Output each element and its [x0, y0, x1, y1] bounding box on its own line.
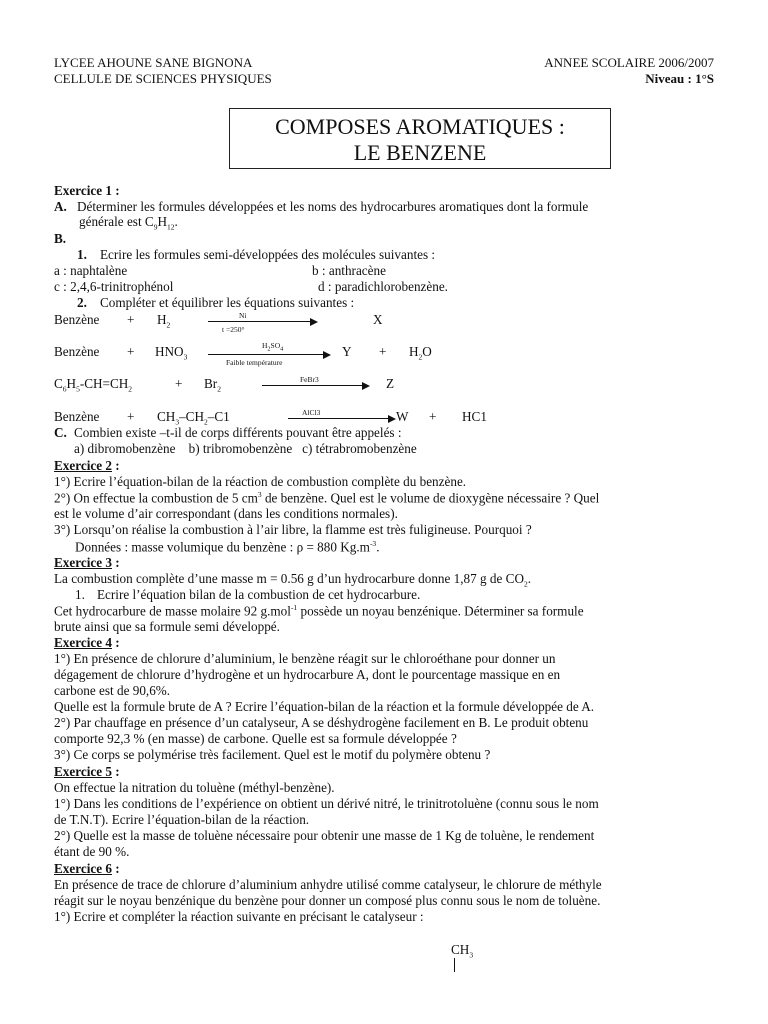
exercise-3-item-number: 1. [75, 587, 85, 602]
page-subtitle: LE BENZENE [353, 140, 487, 165]
eq2-condition: Faible température [226, 358, 283, 367]
exercise-4-line: comporte 92,3 % (en masse) de carbone. Quelle est sa formule développée ? [54, 731, 457, 746]
exercise-3-heading: Exercice 3 : [54, 555, 120, 570]
part-b2-number: 2. [77, 295, 87, 310]
exercise-5-line: On effectue la nitration du toluène (méthyl-benzène). [54, 780, 335, 795]
exercise-4-line: Quelle est la formule brute de A ? Ecrire l’équation-bilan de la réaction et la formule développée de A. [54, 699, 595, 714]
school-name: LYCEE AHOUNE SANE BIGNONA [54, 55, 253, 70]
exercise-6-line: En présence de trace de chlorure d’aluminium anhydre utilisé comme catalyseur, le chlorure de méthyle [54, 877, 602, 892]
eq1-catalyst: Ni [239, 311, 247, 320]
methyl-group-label: $CH_3$ [451, 942, 474, 960]
eq4-plus: + [127, 409, 135, 424]
exercise-4-line: 3°) Ce corps se polymérise très facilement. Quel est le motif du polymère obtenu ? [54, 747, 491, 762]
exercise-3-line2: Cet hydrocarbure de masse molaire 92 g.mol$^{-1}$ possède un noyau benzénique. Déterminer sa formule [54, 603, 584, 619]
eq3-product: Z [386, 376, 395, 391]
eq2-reactant: Benzène [54, 344, 100, 359]
exercise-2-q3: 3°) Lorsqu’on réalise la combustion à l’air libre, la flamme est très fuligineuse. Pourquoi ? [54, 522, 532, 537]
eq3-arrow [262, 385, 368, 386]
page-title: COMPOSES AROMATIQUES : [275, 114, 565, 139]
exercise-4-heading: Exercice 4 : [54, 635, 120, 650]
part-a-label: A. [54, 199, 67, 214]
exercise-5-line: de T.N.T). Ecrire l’équation-bilan de la réaction. [54, 812, 310, 827]
part-b1-number: 1. [77, 247, 87, 262]
eq2-catalyst: $H_2SO_4$ [262, 341, 284, 353]
part-a-text-line2: générale est $C_9H_{12}$. [79, 214, 178, 232]
eq4-arrow [288, 418, 394, 419]
exercise-4-line: 2°) Par chauffage en présence d’un catalyseur, A se déshydrogène facilement en B. Le produit obtenu [54, 715, 589, 730]
part-b1-text: Ecrire les formules semi-développées des molécules suivantes : [100, 247, 436, 262]
exercise-2-heading: Exercice 2 : [54, 458, 120, 473]
part-b2-text: Compléter et équilibrer les équations suivantes : [100, 295, 355, 310]
exercise-5-line: 1°) Dans les conditions de l’expérience on obtient un dérivé nitré, le trinitrotoluène (connu sous le nom [54, 796, 599, 811]
exercise-1-heading: Exercice 1 : [54, 183, 120, 198]
part-c-label: C. [54, 425, 67, 440]
molecule-a: a : naphtalène [54, 263, 128, 278]
part-b-label: B. [54, 231, 67, 246]
molecule-b: b : anthracène [312, 263, 386, 278]
molecule-d: d : paradichlorobenzène. [318, 279, 448, 294]
eq1-reactant: Benzène [54, 312, 100, 327]
exercise-4-line: dégagement de chlorure d’hydrogène et un hydrocarbure A, dont le pourcentage massique en en [54, 667, 561, 682]
exercise-4-line: 1°) En présence de chlorure d’aluminium, le benzène réagit sur le chloroéthane pour donner un [54, 651, 556, 666]
eq4-reactant: Benzène [54, 409, 100, 424]
exercise-6-heading: Exercice 6 : [54, 861, 120, 876]
part-a-text: Déterminer les formules développées et les noms des hydrocarbures aromatiques dont la formule [77, 199, 589, 214]
department-name: CELLULE DE SCIENCES PHYSIQUES [54, 71, 272, 86]
school-year: ANNEE SCOLAIRE 2006/2007 [544, 55, 714, 70]
exercise-2-q1: 1°) Ecrire l’équation-bilan de la réaction de combustion complète du benzène. [54, 474, 467, 489]
exercise-4-line: carbone est de 90,6%. [54, 683, 171, 698]
exercise-6-line: 1°) Ecrire et compléter la réaction suivante en précisant le catalyseur : [54, 909, 424, 924]
exercise-5-line: étant de 90 %. [54, 844, 130, 859]
eq4-reagent: $CH_3-CH_2-C1$ [157, 409, 230, 427]
part-c-text: Combien existe –t-il de corps différents pouvant être appelés : [74, 425, 402, 440]
methyl-bond-line [454, 958, 455, 972]
molecule-c: c : 2,4,6-trinitrophénol [54, 279, 174, 294]
eq1-condition: t =250° [222, 325, 245, 334]
eq2-product-2: $H_2O$ [409, 344, 432, 362]
title-box [229, 108, 611, 169]
exercise-3-line1: La combustion complète d’une masse m = 0.56 g d’un hydrocarbure donne 1,87 g de $CO_2$. [54, 571, 532, 589]
eq4-product-2: HC1 [462, 409, 487, 424]
eq2-plus-2: + [379, 344, 387, 359]
eq1-reagent: $H_2$ [157, 312, 171, 330]
exercise-5-line: 2°) Quelle est la masse de toluène nécessaire pour obtenir une masse de 1 Kg de toluène, le rendement [54, 828, 595, 843]
part-c-options: a) dibromobenzène b) tribromobenzène c) tétrabromobenzène [74, 441, 417, 456]
eq1-arrow [208, 321, 316, 322]
class-level: Niveau : 1°S [645, 71, 714, 86]
eq2-arrow [208, 354, 329, 355]
exercise-2-q2-line2: est le volume d’air correspondant (dans les conditions normales). [54, 506, 398, 521]
eq1-product: X [373, 312, 383, 327]
eq3-reactant: $C_6H_5-CH=CH_2$ [54, 376, 133, 394]
eq2-plus: + [127, 344, 135, 359]
exercise-6-line: réagit sur le noyau benzénique du benzène pour donner un composé plus connu sous le nom de toluène. [54, 893, 601, 908]
eq4-plus-2: + [429, 409, 437, 424]
exercise-3-line3: brute ainsi que sa formule semi développé. [54, 619, 280, 634]
eq3-catalyst: FeBr3 [300, 375, 319, 384]
exercise-2-data: Données : masse volumique du benzène : ρ = 880 $Kg.m^{-3}$. [75, 539, 380, 555]
exercise-3-item-text: Ecrire l’équation bilan de la combustion de cet hydrocarbure. [97, 587, 421, 602]
eq3-reagent: $Br_2$ [204, 376, 221, 394]
eq4-product-1: W [396, 409, 409, 424]
exercise-5-heading: Exercice 5 : [54, 764, 120, 779]
eq2-product-1: Y [342, 344, 352, 359]
eq1-plus: + [127, 312, 135, 327]
eq3-plus: + [175, 376, 183, 391]
exercise-2-q2: 2°) On effectue la combustion de 5 $cm^3$ de benzène. Quel est le volume de dioxygène nécessaire ? Quel [54, 490, 600, 506]
eq2-reagent: $HNO_3$ [155, 344, 188, 362]
eq4-catalyst: AlCl3 [302, 408, 321, 417]
